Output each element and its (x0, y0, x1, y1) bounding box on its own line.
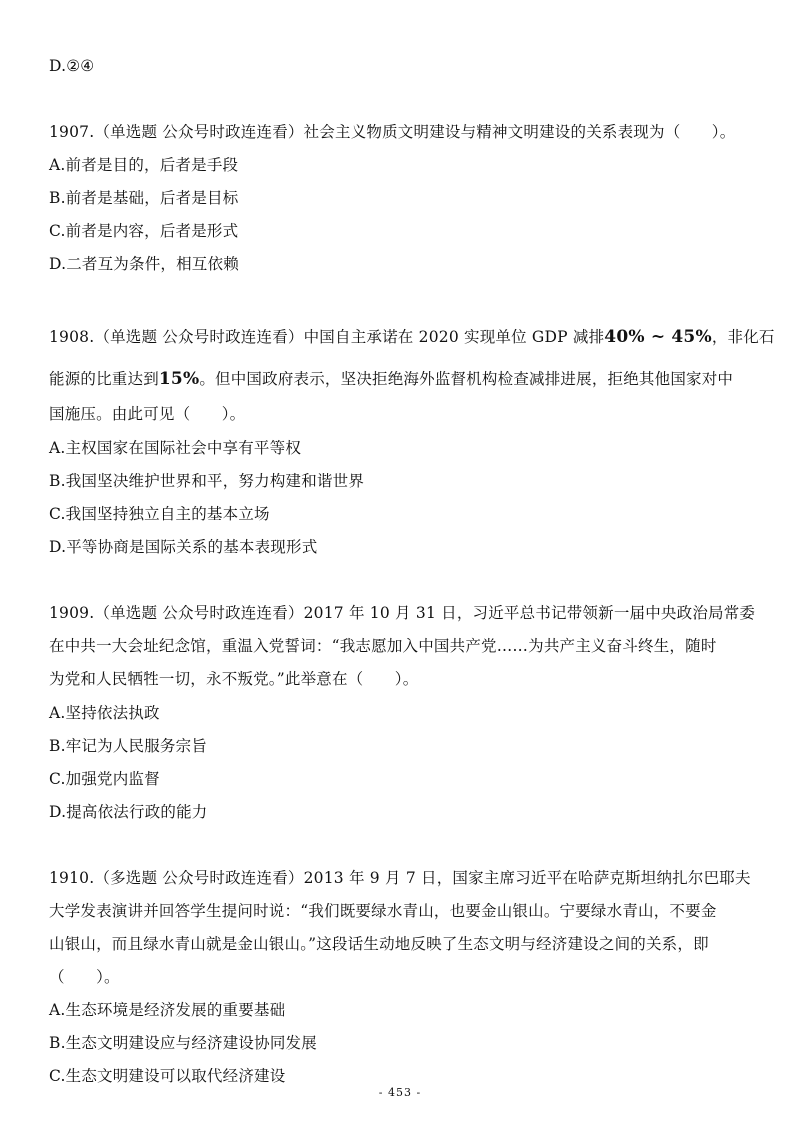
question-stem-line-3: 山银山，而且绿水青山就是金山银山。”这段话生动地反映了生态文明与经济建设之间的关系，即 (49, 935, 709, 953)
option-a: A.坚持依法执政 (49, 704, 160, 722)
question-stem-line-3: 为党和人民牺牲一切，永不叛党。”此举意在（ ）。 (49, 670, 419, 688)
page-number: - 453 - (378, 1086, 422, 1099)
option-c: C.前者是内容，后者是形式 (49, 222, 239, 240)
option-a: A.前者是目的，后者是手段 (49, 156, 239, 174)
reduction-range: 40% ~ 45% (604, 327, 712, 347)
question-stem-line-3: 国施压。由此可见（ ）。 (49, 405, 246, 423)
question-stem-line-1: 1909.（单选题 公众号时政连连看）2017 年 10 月 31 日，习近平总书记带领新一届中央政治局常委 (49, 604, 756, 622)
option-c: C.加强党内监督 (49, 770, 160, 788)
question-stem-line-1 (49, 327, 775, 347)
question-stem-line-2: 在中共一大会址纪念馆，重温入党誓词：“我志愿加入中国共产党……为共产主义奋斗终生，随时 (49, 637, 717, 655)
option-b: B.牢记为人民服务宗旨 (49, 737, 208, 755)
prev-question-option-d: D.②④ (49, 57, 95, 75)
option-d: D.提高依法行政的能力 (49, 803, 208, 821)
question-stem-line-4: （ ）。 (49, 968, 120, 986)
stem-text: 能源的比重达到 (49, 370, 159, 388)
option-c: C.生态文明建设可以取代经济建设 (49, 1067, 286, 1085)
stem-text: ，非化石 (711, 328, 775, 346)
question-stem-line-2 (49, 369, 733, 389)
option-a: A.生态环境是经济发展的重要基础 (49, 1001, 286, 1019)
question-stem: 1907.（单选题 公众号时政连连看）社会主义物质文明建设与精神文明建设的关系表现为（ ）。 (49, 123, 736, 141)
stem-text: 。但中国政府表示，坚决拒绝海外监督机构检查减排进展，拒绝其他国家对中 (199, 370, 734, 388)
energy-share: 15% (158, 369, 200, 389)
option-b: B.我国坚决维护世界和平，努力构建和谐世界 (49, 472, 365, 490)
option-b: B.前者是基础，后者是目标 (49, 189, 239, 207)
option-d: D.平等协商是国际关系的基本表现形式 (49, 538, 318, 556)
option-b: B.生态文明建设应与经济建设协同发展 (49, 1034, 317, 1052)
option-a: A.主权国家在国际社会中享有平等权 (49, 439, 302, 457)
question-stem-line-1: 1910.（多选题 公众号时政连连看）2013 年 9 月 7 日，国家主席习近平在哈萨克斯坦纳扎尔巴耶夫 (49, 869, 751, 887)
option-c: C.我国坚持独立自主的基本立场 (49, 505, 270, 523)
stem-text: 1908.（单选题 公众号时政连连看）中国自主承诺在 2020 实现单位 GDP 减排 (49, 328, 605, 346)
question-stem-line-2: 大学发表演讲并回答学生提问时说：“我们既要绿水青山，也要金山银山。宁要绿水青山，不要金 (49, 902, 717, 920)
option-d: D.二者互为条件，相互依赖 (49, 255, 239, 273)
